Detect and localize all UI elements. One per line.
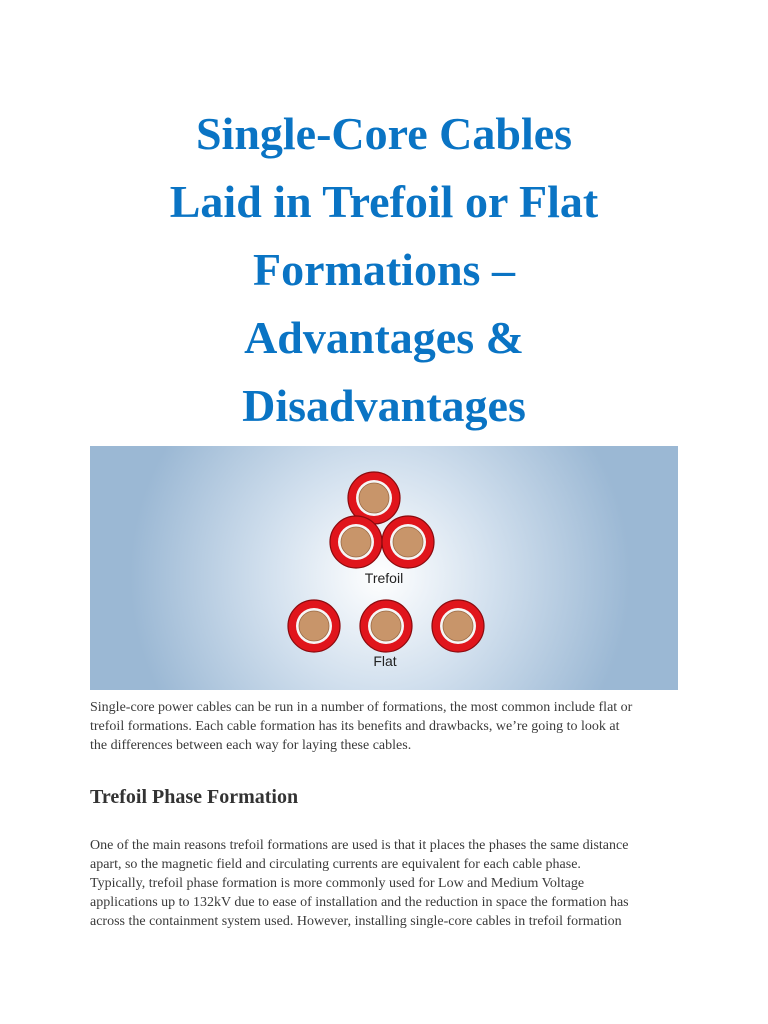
body-line: apart, so the magnetic field and circulating currents are equivalent for each cable phase. <box>90 857 581 872</box>
intro-line: the differences between each way for laying these cables. <box>90 738 412 753</box>
page-title <box>60 100 708 440</box>
trefoil-cable-right <box>382 516 434 568</box>
body-line: applications up to 132kV due to ease of installation and the reduction in space the formation has <box>90 895 629 910</box>
flat-cable-right <box>432 600 484 652</box>
title-line: Single-Core Cables <box>195 108 573 159</box>
body-paragraph <box>90 836 690 931</box>
section-heading: Trefoil Phase Formation <box>90 786 299 808</box>
title-line: Advantages & <box>244 312 524 363</box>
trefoil-cable-left <box>330 516 382 568</box>
body-line: One of the main reasons trefoil formations are used is that it places the phases the same distance <box>90 838 629 853</box>
flat-label: Flat <box>373 653 397 669</box>
title-line: Formations – <box>253 244 515 295</box>
flat-cable-middle <box>360 600 412 652</box>
body-line: Typically, trefoil phase formation is more commonly used for Low and Medium Voltage <box>90 876 585 891</box>
cable-formation-figure <box>90 446 678 690</box>
intro-paragraph <box>90 698 690 755</box>
title-line: Laid in Trefoil or Flat <box>169 176 599 227</box>
flat-cable-left <box>288 600 340 652</box>
trefoil-label: Trefoil <box>364 570 404 586</box>
intro-line: trefoil formations. Each cable formation has its benefits and drawbacks, we’re going to look at <box>90 719 620 734</box>
body-line: across the containment system used. However, installing single-core cables in trefoil formation <box>90 914 622 929</box>
title-line: Disadvantages <box>242 380 526 431</box>
intro-line: Single-core power cables can be run in a number of formations, the most common include flat or <box>90 700 633 715</box>
